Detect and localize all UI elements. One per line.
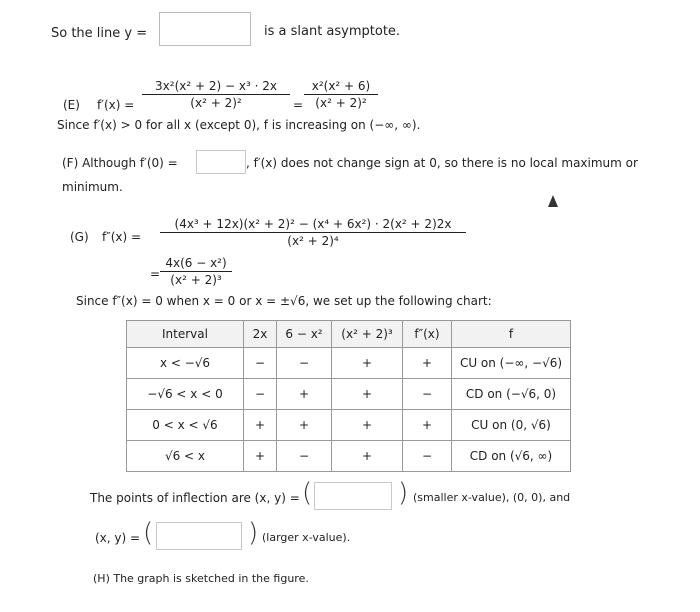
table-row <box>127 348 571 379</box>
inflection-line2-suffix: (larger x-value). <box>262 531 351 544</box>
part-e-denominator-1: (x² + 2)² <box>190 96 242 110</box>
interval-cell: √6 < x <box>127 441 244 472</box>
table-row <box>127 410 571 441</box>
open-paren-1: ( <box>302 478 313 508</box>
concavity-cell: CU on (−∞, −√6) <box>452 348 571 379</box>
sign-denominator-cell: + <box>332 379 403 410</box>
sign-f-double-prime-cell: − <box>403 441 452 472</box>
part-e-numerator-1: 3x²(x² + 2) − x³ · 2x <box>142 79 290 95</box>
part-g-equals-2: = <box>150 267 161 281</box>
mouse-cursor-icon <box>548 195 558 207</box>
f-prime-zero-input[interactable] <box>196 150 246 174</box>
inflection-point-smaller-input[interactable] <box>314 482 392 510</box>
inflection-line2-prefix: (x, y) = <box>95 531 141 545</box>
part-e-label: (E) <box>63 98 80 112</box>
part-g-denominator-1: (x² + 2)⁴ <box>287 234 339 248</box>
header-interval: Interval <box>127 321 244 348</box>
sign-6-minus-x2-cell: + <box>277 410 332 441</box>
part-f-suffix: , f′(x) does not change sign at 0, so there is no local maximum or <box>246 156 638 170</box>
part-f-prefix: (F) Although f′(0) = <box>62 156 178 170</box>
part-e-lhs: f′(x) = <box>97 98 135 112</box>
part-g-label: (G) <box>70 230 89 244</box>
sign-2x-cell: + <box>244 410 277 441</box>
header-f: f <box>452 321 571 348</box>
table-row <box>127 441 571 472</box>
part-g-numerator-2: 4x(6 − x²) <box>160 256 232 272</box>
inflection-suffix: (smaller x-value), (0, 0), and <box>413 491 571 504</box>
part-e-fraction-1 <box>142 79 290 110</box>
interval-cell: −√6 < x < 0 <box>127 379 244 410</box>
part-e-fraction-2 <box>304 79 378 110</box>
part-e-numerator-2: x²(x² + 6) <box>304 79 378 95</box>
close-paren-2: ) <box>248 518 259 548</box>
part-g-conclusion: Since f″(x) = 0 when x = 0 or x = ±√6, we set up the following chart: <box>76 294 492 308</box>
part-h-text: (H) The graph is sketched in the figure. <box>93 572 309 585</box>
sign-denominator-cell: + <box>332 348 403 379</box>
sign-2x-cell: + <box>244 441 277 472</box>
slant-prefix: So the line y = <box>51 26 148 41</box>
sign-chart-table <box>126 320 571 472</box>
part-e-conclusion: Since f′(x) > 0 for all x (except 0), f is increasing on (−∞, ∞). <box>57 118 421 132</box>
sign-f-double-prime-cell: + <box>403 348 452 379</box>
sign-6-minus-x2-cell: − <box>277 348 332 379</box>
inflection-point-larger-input[interactable] <box>156 522 242 550</box>
header-f-double-prime: f″(x) <box>403 321 452 348</box>
part-f-line2: minimum. <box>62 180 123 194</box>
inflection-prefix: The points of inflection are (x, y) = <box>90 491 300 505</box>
sign-2x-cell: − <box>244 348 277 379</box>
sign-6-minus-x2-cell: + <box>277 379 332 410</box>
part-g-fraction-2 <box>160 256 232 287</box>
header-2x: 2x <box>244 321 277 348</box>
sign-6-minus-x2-cell: − <box>277 441 332 472</box>
sign-chart-header-row <box>127 321 571 348</box>
part-g-denominator-2: (x² + 2)³ <box>170 273 222 287</box>
sign-denominator-cell: + <box>332 441 403 472</box>
header-6-minus-x2: 6 − x² <box>277 321 332 348</box>
part-g-lhs: f″(x) = <box>102 230 142 244</box>
interval-cell: x < −√6 <box>127 348 244 379</box>
slant-suffix: is a slant asymptote. <box>264 24 401 39</box>
part-g-fraction-1 <box>160 217 466 248</box>
close-paren-1: ) <box>398 478 409 508</box>
open-paren-2: ( <box>143 518 154 548</box>
table-row <box>127 379 571 410</box>
concavity-cell: CD on (√6, ∞) <box>452 441 571 472</box>
sign-f-double-prime-cell: + <box>403 410 452 441</box>
part-g-numerator-1: (4x³ + 12x)(x² + 2)² − (x⁴ + 6x²) · 2(x² + 2)2x <box>160 217 466 233</box>
header-x2-plus-2-cubed: (x² + 2)³ <box>332 321 403 348</box>
interval-cell: 0 < x < √6 <box>127 410 244 441</box>
part-e-equals: = <box>293 98 304 112</box>
sign-denominator-cell: + <box>332 410 403 441</box>
slant-asymptote-input[interactable] <box>159 12 251 46</box>
sign-2x-cell: − <box>244 379 277 410</box>
part-e-denominator-2: (x² + 2)² <box>315 96 367 110</box>
concavity-cell: CU on (0, √6) <box>452 410 571 441</box>
concavity-cell: CD on (−√6, 0) <box>452 379 571 410</box>
sign-f-double-prime-cell: − <box>403 379 452 410</box>
